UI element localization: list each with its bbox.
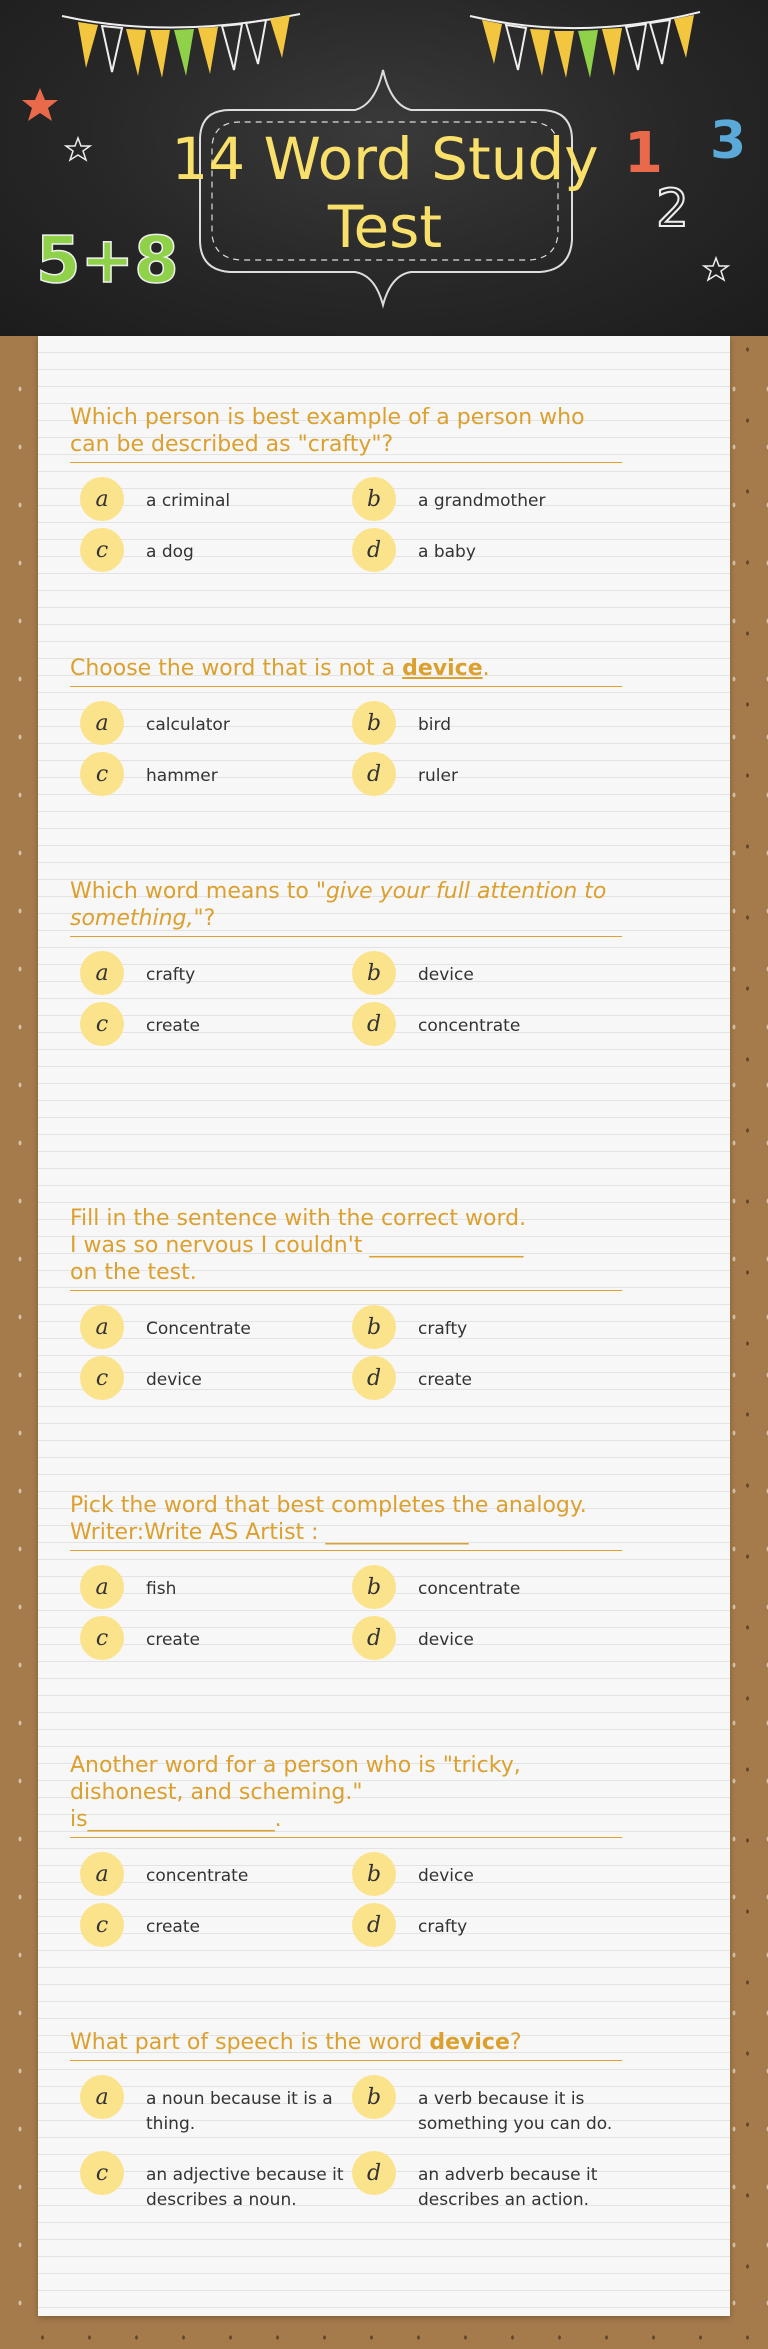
option-letter-bubble: b [352, 951, 396, 995]
question-text-segment: . [482, 656, 490, 681]
question-line [70, 1259, 622, 1286]
question-text [70, 404, 622, 463]
option-text: a noun because it is a thing. [146, 2089, 333, 2134]
right-bunting-icon [470, 12, 700, 78]
number-two-text: 2 [656, 179, 690, 239]
question-1 [70, 404, 622, 579]
question-7 [70, 2029, 622, 2227]
question-text-segment: Which word means to " [70, 879, 326, 904]
equation-text: 5+8 [36, 224, 179, 298]
option-letter-bubble: c [80, 752, 124, 796]
question-text-segment: device [402, 656, 483, 681]
option-text: crafty [418, 1319, 468, 1339]
answer-option-c[interactable] [80, 1002, 352, 1046]
option-letter-bubble: a [80, 477, 124, 521]
answer-option-d[interactable] [352, 2151, 624, 2213]
question-text-segment: is_________________. [70, 1807, 282, 1832]
option-text: hammer [146, 766, 218, 786]
option-text: a grandmother [418, 491, 546, 511]
option-letter-bubble: c [80, 1002, 124, 1046]
option-letter-bubble: d [352, 1356, 396, 1400]
answer-option-d[interactable] [352, 1616, 624, 1660]
left-bunting-icon [62, 14, 300, 78]
option-text: crafty [418, 1917, 468, 1937]
question-text-segment: something, [70, 906, 194, 931]
answer-option-d[interactable] [352, 1903, 624, 1947]
answer-options [70, 477, 622, 579]
option-text: device [418, 965, 474, 985]
question-line [70, 431, 622, 458]
question-line [70, 404, 622, 431]
question-text-segment: on the test. [70, 1260, 197, 1285]
answer-option-d[interactable] [352, 528, 624, 572]
chalkboard-header [0, 0, 768, 336]
option-text: create [146, 1016, 200, 1036]
option-letter-bubble: d [352, 528, 396, 572]
question-text [70, 1752, 622, 1838]
option-letter-bubble: b [352, 1565, 396, 1609]
question-text [70, 878, 622, 937]
answer-option-c[interactable] [80, 528, 352, 572]
question-text-segment: ? [509, 2030, 522, 2055]
question-text-segment: can be described as "crafty"? [70, 432, 394, 457]
question-line [70, 2029, 622, 2056]
question-text-segment: give your full attention to [325, 879, 607, 904]
question-text-segment: device [429, 2030, 510, 2055]
answer-option-a[interactable] [80, 701, 352, 745]
option-letter-bubble: a [80, 1565, 124, 1609]
option-letter-bubble: b [352, 701, 396, 745]
answer-option-d[interactable] [352, 1356, 624, 1400]
question-line [70, 655, 622, 682]
option-text: a baby [418, 542, 476, 562]
question-text-segment: What part of speech is the word [70, 2030, 430, 2055]
option-text: device [418, 1630, 474, 1650]
option-text: a verb because it is something you can do. [418, 2089, 613, 2134]
option-letter-bubble: d [352, 2151, 396, 2195]
answer-options [70, 1565, 622, 1667]
answer-option-a[interactable] [80, 2075, 352, 2137]
question-line [70, 905, 622, 932]
option-text: an adjective because it describes a noun. [146, 2165, 344, 2210]
option-text: create [146, 1917, 200, 1937]
option-letter-bubble: b [352, 477, 396, 521]
option-letter-bubble: c [80, 1356, 124, 1400]
answer-option-b[interactable] [352, 1852, 624, 1896]
answer-option-a[interactable] [80, 951, 352, 995]
question-line [70, 1232, 622, 1259]
question-line [70, 1779, 622, 1806]
option-text: bird [418, 715, 451, 735]
option-letter-bubble: a [80, 701, 124, 745]
answer-option-b[interactable] [352, 1305, 624, 1349]
question-line [70, 878, 622, 905]
answer-option-c[interactable] [80, 1616, 352, 1660]
option-text: Concentrate [146, 1319, 251, 1339]
option-letter-bubble: d [352, 1616, 396, 1660]
option-letter-bubble: c [80, 528, 124, 572]
option-text: concentrate [418, 1579, 521, 1599]
option-text: concentrate [146, 1866, 249, 1886]
question-text-segment: dishonest, and scheming." [70, 1780, 363, 1805]
question-line [70, 1519, 622, 1546]
option-letter-bubble: d [352, 1002, 396, 1046]
star-outline-icon [704, 258, 728, 280]
option-text: create [146, 1630, 200, 1650]
answer-options [70, 701, 622, 803]
question-4 [70, 1205, 622, 1407]
question-5 [70, 1492, 622, 1667]
answer-options [70, 951, 622, 1053]
question-3 [70, 878, 622, 1053]
answer-option-a[interactable] [80, 1565, 352, 1609]
answer-option-b[interactable] [352, 951, 624, 995]
number-three-text: 3 [710, 111, 747, 171]
answer-option-b[interactable] [352, 2075, 624, 2137]
option-letter-bubble: c [80, 1903, 124, 1947]
answer-option-b[interactable] [352, 1565, 624, 1609]
question-text-segment: Which person is best example of a person who [70, 405, 585, 430]
page-title: 14 Word Study Test [171, 125, 599, 261]
star-icon [22, 88, 58, 121]
answer-option-b[interactable] [352, 701, 624, 745]
question-text-segment: Choose the word that is not a [70, 656, 403, 681]
option-letter-bubble: d [352, 752, 396, 796]
option-text: calculator [146, 715, 230, 735]
question-line [70, 1752, 622, 1779]
answer-option-c[interactable] [80, 752, 352, 796]
option-text: a criminal [146, 491, 231, 511]
star-outline-icon [66, 138, 90, 160]
question-text-segment: Another word for a person who is "tricky, [70, 1753, 521, 1778]
number-one-text: 1 [624, 121, 663, 186]
answer-options [70, 2075, 622, 2227]
answer-options [70, 1305, 622, 1407]
option-text: concentrate [418, 1016, 521, 1036]
option-text: fish [146, 1579, 177, 1599]
answer-option-b[interactable] [352, 477, 624, 521]
option-letter-bubble: b [352, 1305, 396, 1349]
option-text: device [418, 1866, 474, 1886]
question-text [70, 1492, 622, 1551]
question-text [70, 1205, 622, 1291]
answer-option-c[interactable] [80, 2151, 352, 2213]
option-text: ruler [418, 766, 458, 786]
answer-option-d[interactable] [352, 752, 624, 796]
answer-option-a[interactable] [80, 477, 352, 521]
question-text-segment: Fill in the sentence with the correct word. [70, 1206, 527, 1231]
question-6 [70, 1752, 622, 1954]
question-line [70, 1205, 622, 1232]
question-2 [70, 655, 622, 803]
answer-option-c[interactable] [80, 1903, 352, 1947]
answer-option-d[interactable] [352, 1002, 624, 1046]
question-line [70, 1492, 622, 1519]
option-letter-bubble: b [352, 2075, 396, 2119]
question-text-segment: Writer:Write AS Artist : _____________ [70, 1520, 469, 1545]
option-letter-bubble: a [80, 951, 124, 995]
option-letter-bubble: c [80, 2151, 124, 2195]
answer-option-c[interactable] [80, 1356, 352, 1400]
option-text: create [418, 1370, 472, 1390]
answer-option-a[interactable] [80, 1852, 352, 1896]
option-letter-bubble: d [352, 1903, 396, 1947]
answer-option-a[interactable] [80, 1305, 352, 1349]
option-letter-bubble: a [80, 1852, 124, 1896]
option-text: an adverb because it describes an action. [418, 2165, 598, 2210]
question-text-segment: "? [193, 906, 216, 931]
question-text [70, 655, 622, 687]
option-text: crafty [146, 965, 196, 985]
option-letter-bubble: c [80, 1616, 124, 1660]
option-letter-bubble: a [80, 2075, 124, 2119]
question-text-segment: I was so nervous I couldn't ______________ [70, 1233, 524, 1258]
answer-options [70, 1852, 622, 1954]
question-line [70, 1806, 622, 1833]
question-text [70, 2029, 622, 2061]
option-letter-bubble: a [80, 1305, 124, 1349]
option-letter-bubble: b [352, 1852, 396, 1896]
option-text: device [146, 1370, 202, 1390]
question-text-segment: Pick the word that best completes the analogy. [70, 1493, 587, 1518]
option-text: a dog [146, 542, 194, 562]
